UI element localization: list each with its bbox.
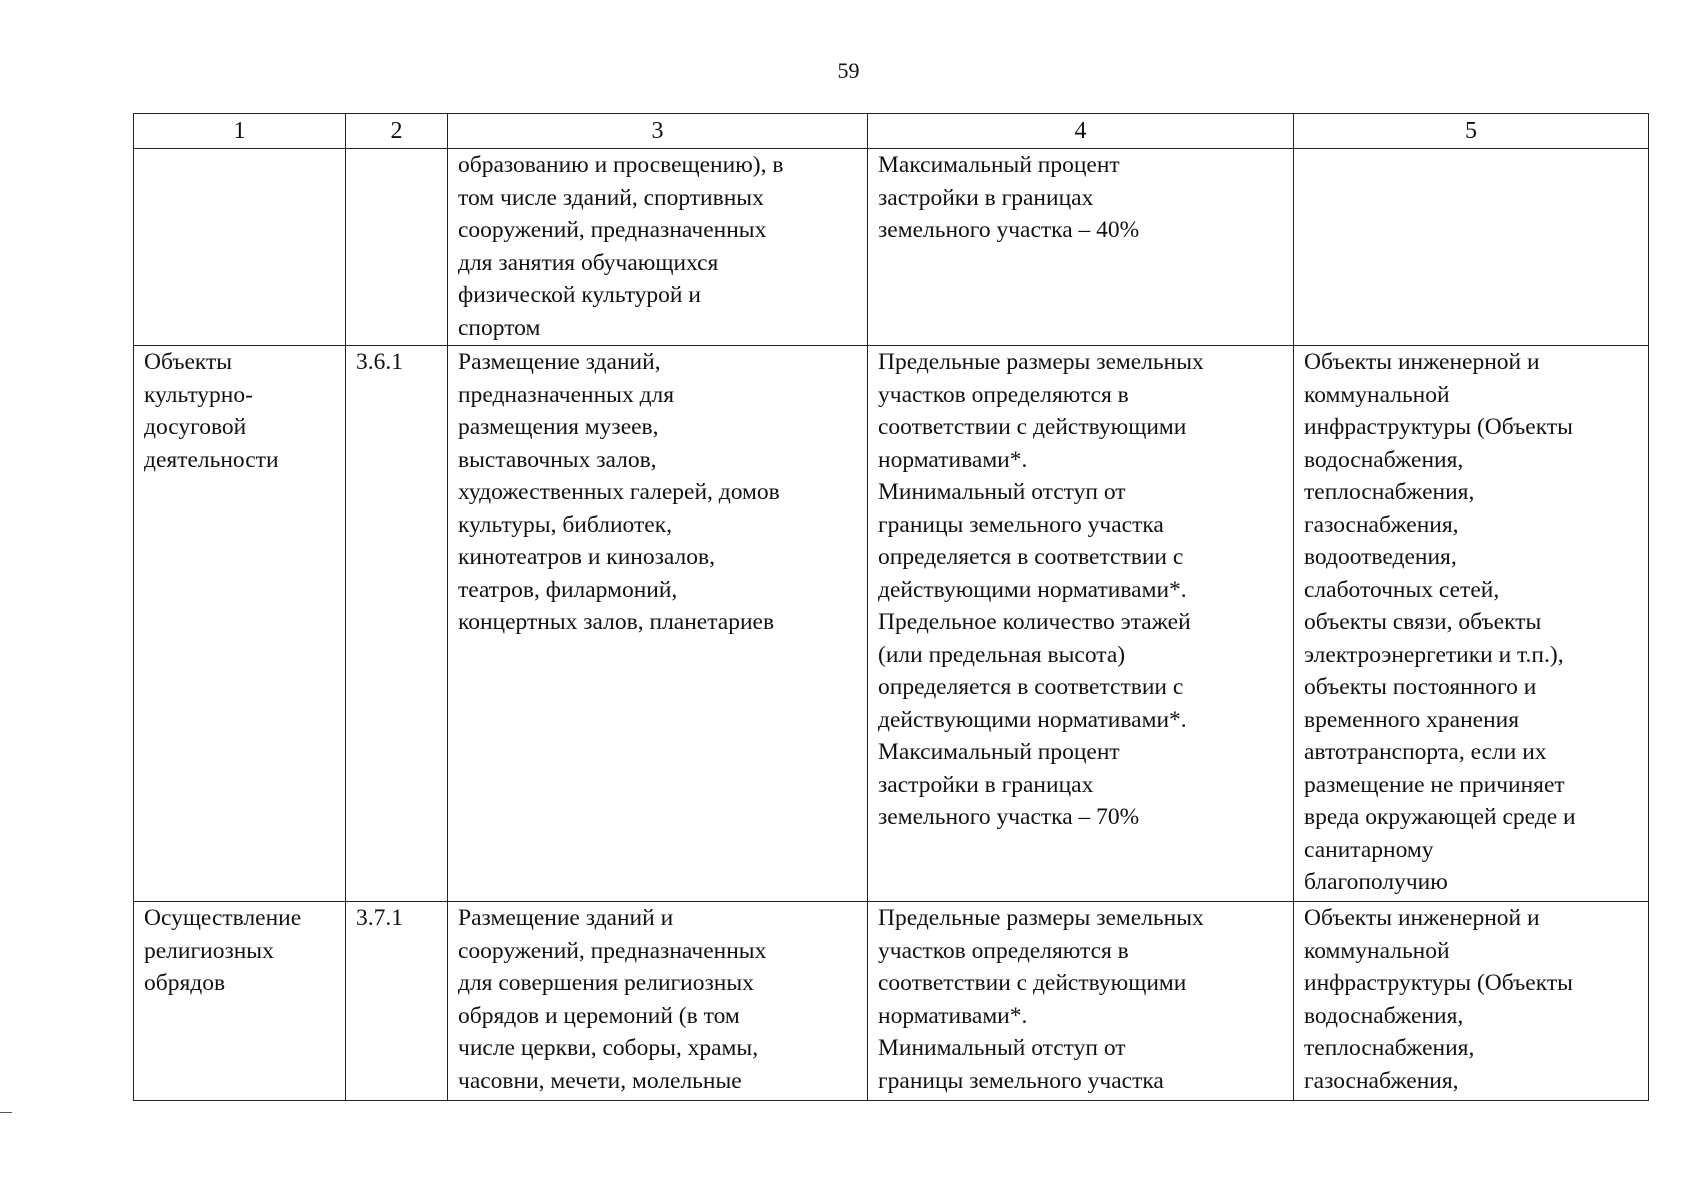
text-line: концертных залов, планетариев xyxy=(458,609,775,635)
text-line: действующими нормативами*. xyxy=(878,576,1187,603)
text-line: обрядов xyxy=(144,970,226,996)
text-line: (или предельная высота) xyxy=(878,641,1126,668)
text-line: предназначенных для xyxy=(458,381,675,408)
text-line: водоснабжения, xyxy=(1304,446,1464,473)
cell-use-code: 3.6.1 xyxy=(346,346,448,902)
text-line: Объекты xyxy=(144,349,233,375)
text-line: культуры, библиотек, xyxy=(458,511,672,538)
text-line: Максимальный процент xyxy=(878,152,1120,178)
text-line: водоотведения, xyxy=(1304,544,1457,570)
text-line: коммунальной xyxy=(1304,937,1450,964)
text-line: теплоснабжения, xyxy=(1304,479,1475,505)
text-line: газоснабжения, xyxy=(1304,511,1459,538)
text-line: застройки в границах xyxy=(878,771,1094,798)
text-line: нормативами*. xyxy=(878,446,1028,473)
text-line: Предельные размеры земельных xyxy=(878,905,1204,931)
text-line: объекты постоянного и xyxy=(1304,674,1537,700)
column-header-4: 4 xyxy=(868,114,1294,149)
text-line: числе церкви, соборы, храмы, xyxy=(458,1035,759,1061)
text-line: Предельные размеры земельных xyxy=(878,349,1204,375)
page-number: 59 xyxy=(837,58,860,83)
text-line: газоснабжения, xyxy=(1304,1067,1459,1094)
cell-use-description xyxy=(448,149,868,346)
text-line: автотранспорта, если их xyxy=(1304,739,1547,765)
text-line: нормативами*. xyxy=(878,1002,1028,1029)
text-line: Предельное количество этажей xyxy=(878,609,1191,635)
text-line: часовни, мечети, молельные xyxy=(458,1067,742,1094)
column-header-5: 5 xyxy=(1294,114,1649,149)
cell-use-code xyxy=(346,149,448,346)
text-line: соответствии с действующими xyxy=(878,970,1187,996)
cell-use-name xyxy=(134,902,346,1101)
text-line: временного хранения xyxy=(1304,706,1520,733)
text-line: объекты связи, объекты xyxy=(1304,609,1542,635)
text-line: театров, филармоний, xyxy=(458,576,678,603)
cell-use-description xyxy=(448,902,868,1101)
text-line: земельного участка – 70% xyxy=(878,804,1140,830)
column-header-3: 3 xyxy=(448,114,868,149)
text-line: инфраструктуры (Объекты xyxy=(1304,414,1573,440)
text-line: для занятия обучающихся xyxy=(458,249,719,276)
column-header-2: 2 xyxy=(346,114,448,149)
cell-use-name xyxy=(134,149,346,346)
text-line: границы земельного участка xyxy=(878,511,1164,538)
text-line: сооружений, предназначенных xyxy=(458,937,767,964)
text-line: застройки в границах xyxy=(878,184,1094,211)
cell-parameters xyxy=(868,346,1294,902)
scan-edge-mark xyxy=(0,1112,12,1113)
text-line: Минимальный отступ от xyxy=(878,479,1126,505)
text-line: кинотеатров и кинозалов, xyxy=(458,544,715,570)
text-line: религиозных xyxy=(144,937,274,964)
cell-auxiliary-uses xyxy=(1294,346,1649,902)
cell-auxiliary-uses xyxy=(1294,149,1649,346)
text-line: Максимальный процент xyxy=(878,739,1120,765)
text-line: благополучию xyxy=(1304,869,1448,895)
text-line: физической культурой и xyxy=(458,282,701,308)
text-line: определяется в соответствии с xyxy=(878,674,1184,700)
text-line: слаботочных сетей, xyxy=(1304,576,1500,603)
table-row xyxy=(134,902,1649,1101)
text-line: вреда окружающей среде и xyxy=(1304,804,1576,830)
text-line: Минимальный отступ от xyxy=(878,1035,1126,1061)
table-row xyxy=(134,346,1649,902)
cell-auxiliary-uses xyxy=(1294,902,1649,1101)
text-line: водоснабжения, xyxy=(1304,1002,1464,1029)
column-header-1: 1 xyxy=(134,114,346,149)
text-line: коммунальной xyxy=(1304,381,1450,408)
text-line: участков определяются в xyxy=(878,937,1129,964)
text-line: образованию и просвещению), в xyxy=(458,152,784,178)
text-line: том числе зданий, спортивных xyxy=(458,184,764,211)
text-line: деятельности xyxy=(144,446,279,473)
text-line: размещение не причиняет xyxy=(1304,771,1565,798)
land-use-table xyxy=(133,113,1649,1101)
text-line: досуговой xyxy=(144,414,247,440)
text-line: спортом xyxy=(458,314,541,341)
text-line: границы земельного участка xyxy=(878,1067,1164,1094)
text-line: размещения музеев, xyxy=(458,414,659,440)
text-line: обрядов и церемоний (в том xyxy=(458,1002,740,1029)
text-line: действующими нормативами*. xyxy=(878,706,1187,733)
text-line: Размещение зданий, xyxy=(458,349,661,375)
text-line: определяется в соответствии с xyxy=(878,544,1184,570)
text-line: для совершения религиозных xyxy=(458,970,754,996)
text-line: инфраструктуры (Объекты xyxy=(1304,970,1573,996)
text-line: сооружений, предназначенных xyxy=(458,217,767,243)
text-line: участков определяются в xyxy=(878,381,1129,408)
cell-use-code: 3.7.1 xyxy=(346,902,448,1101)
text-line: Объекты инженерной и xyxy=(1304,349,1540,375)
text-line: земельного участка – 40% xyxy=(878,217,1140,243)
text-line: Объекты инженерной и xyxy=(1304,905,1540,931)
text-line: Осуществление xyxy=(144,905,302,931)
text-line: теплоснабжения, xyxy=(1304,1035,1475,1061)
text-line: санитарному xyxy=(1304,836,1434,863)
text-line: выставочных залов, xyxy=(458,446,657,473)
cell-parameters xyxy=(868,902,1294,1101)
text-line: Размещение зданий и xyxy=(458,905,674,931)
cell-parameters xyxy=(868,149,1294,346)
cell-use-description xyxy=(448,346,868,902)
table-row xyxy=(134,149,1649,346)
cell-use-name xyxy=(134,346,346,902)
text-line: электроэнергетики и т.п.), xyxy=(1304,641,1564,668)
header-row xyxy=(134,114,1649,149)
text-line: художественных галерей, домов xyxy=(458,479,780,505)
text-line: соответствии с действующими xyxy=(878,414,1187,440)
text-line: культурно- xyxy=(144,381,253,408)
